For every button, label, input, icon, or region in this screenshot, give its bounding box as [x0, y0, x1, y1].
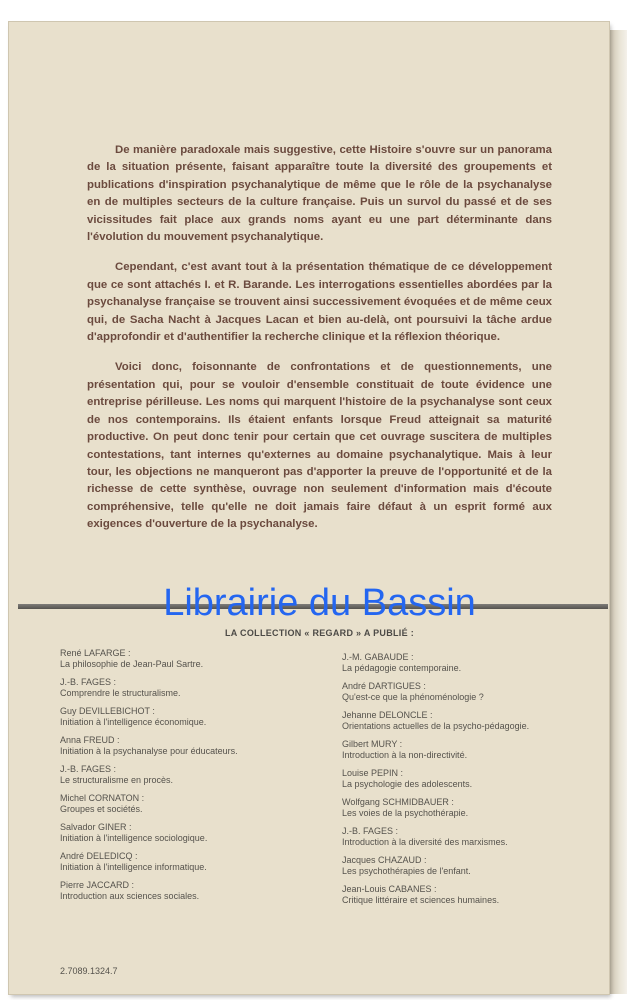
blurb-paragraph-1: De manière paradoxale mais suggestive, cette Histoire s'ouvre sur un panorama de la situation présente, faisant apparaître toute la diversité des groupements et publications d'inspiration psychanalytique de même que le rôle de la psychanalyse en de multiples secteurs de la culture française. Puis un survol du passé et de ses vicissitudes fait place aux grands noms ayant eu une part déterminante dans l'évolution du mouvement psychanalytique.	[87, 144, 552, 244]
entry-author: Wolfgang SCHMIDBAUER :	[342, 797, 454, 807]
entry-author: Jean-Louis CABANES :	[342, 884, 437, 894]
entry-title: Les voies de la psychothérapie.	[342, 808, 469, 819]
list-item	[342, 681, 562, 703]
entry-title: Critique littéraire et sciences humaines.	[342, 895, 500, 906]
spine-edge	[609, 30, 627, 994]
entry-author: Louise PEPIN :	[342, 768, 404, 778]
entry-title: Introduction à la non-directivité.	[342, 750, 468, 761]
entry-author: Gilbert MURY :	[342, 739, 403, 749]
entry-title: Initiation à l'intelligence sociologique.	[60, 833, 208, 844]
entry-title: La pédagogie contemporaine.	[342, 663, 462, 674]
entry-title: La psychologie des adolescents.	[342, 779, 473, 790]
list-item	[60, 648, 290, 670]
list-item	[342, 710, 562, 732]
list-item	[342, 884, 562, 906]
list-item	[342, 768, 562, 790]
blurb-text	[87, 142, 552, 547]
entry-author: René LAFARGE :	[60, 648, 131, 658]
entry-author: André DELEDICQ :	[60, 851, 138, 861]
entry-title: Initiation à l'intelligence informatique.	[60, 862, 207, 873]
entry-author: Salvador GINER :	[60, 822, 132, 832]
list-item	[342, 739, 562, 761]
entry-title: Le structuralisme en procès.	[60, 775, 174, 786]
entry-title: Qu'est-ce que la phénoménologie ?	[342, 692, 484, 703]
watermark-text: Librairie du Bassin	[163, 582, 476, 624]
collection-title: LA COLLECTION « REGARD » A PUBLIÉ :	[224, 628, 414, 638]
list-item	[60, 851, 290, 873]
list-item	[342, 855, 562, 877]
entry-author: Jehanne DELONCLE :	[342, 710, 433, 720]
list-item	[60, 880, 290, 902]
entry-author: Jacques CHAZAUD :	[342, 855, 427, 865]
entry-author: André DARTIGUES :	[342, 681, 426, 691]
entry-author: Michel CORNATON :	[60, 793, 145, 803]
entry-author: Pierre JACCARD :	[60, 880, 135, 890]
collection-list-right	[342, 652, 562, 913]
isbn-number: 2.7089.1324.7	[60, 966, 118, 976]
list-item	[60, 735, 290, 757]
entry-title: Introduction à la diversité des marxismes.	[342, 837, 508, 848]
entry-title: Initiation à l'intelligence économique.	[60, 717, 207, 728]
entry-title: La philosophie de Jean-Paul Sartre.	[60, 659, 204, 670]
list-item	[60, 822, 290, 844]
entry-author: Guy DEVILLEBICHOT :	[60, 706, 155, 716]
list-item	[60, 793, 290, 815]
list-item	[60, 764, 290, 786]
entry-author: J.-M. GABAUDE :	[342, 652, 414, 662]
list-item	[342, 797, 562, 819]
list-item	[342, 826, 562, 848]
list-item	[60, 706, 290, 728]
entry-title: Initiation à la psychanalyse pour éducateurs.	[60, 746, 238, 757]
entry-title: Comprendre le structuralisme.	[60, 688, 181, 699]
entry-author: Anna FREUD :	[60, 735, 120, 745]
entry-title: Introduction aux sciences sociales.	[60, 891, 200, 902]
entry-author: J.-B. FAGES :	[342, 826, 399, 836]
collection-list-left	[60, 648, 290, 909]
entry-author: J.-B. FAGES :	[60, 677, 117, 687]
list-item	[342, 652, 562, 674]
entry-title: Les psychothérapies de l'enfant.	[342, 866, 471, 877]
entry-author: J.-B. FAGES :	[60, 764, 117, 774]
entry-title: Groupes et sociétés.	[60, 804, 143, 815]
blurb-paragraph-2: Cependant, c'est avant tout à la présentation thématique de ce développement que ce sont attachés I. et R. Barande. Les interrogations essentielles abordées par la psychanalyse française se trouvent ainsi successivement évoquées et de même ceux qui, de Sacha Nacht à Jacques Lacan et bien au-delà, ont poursuivi la tâche ardue d'approfondir et d'authentifier la recherche clinique et la réflexion théorique.	[87, 261, 552, 344]
entry-title: Orientations actuelles de la psycho-pédagogie.	[342, 721, 530, 732]
list-item	[60, 677, 290, 699]
blurb-paragraph-3: Voici donc, foisonnante de confrontations et de questionnements, une présentation qui, pour se vouloir d'ensemble constituait de toute évidence une entreprise périlleuse. Les noms qui marquent l'histoire de la psychanalyse sont ceux de nos contemporains. Ils étaient enfants lorsque Freud atteignait sa maturité productive. On peut donc tenir pour certain que cet ouvrage suscitera de multiples contestations, tant internes qu'externes au domaine psychanalytique. Mais à leur tour, les objections ne manqueront pas d'apporter la preuve de l'opportunité et de la richesse de cette synthèse, ouvrage non seulement d'information mais d'écoute compréhensive, telle qu'elle ne doit jamais faire défaut à un esprit formé aux exigences d'ouverture de la psychanalyse.	[87, 361, 552, 531]
